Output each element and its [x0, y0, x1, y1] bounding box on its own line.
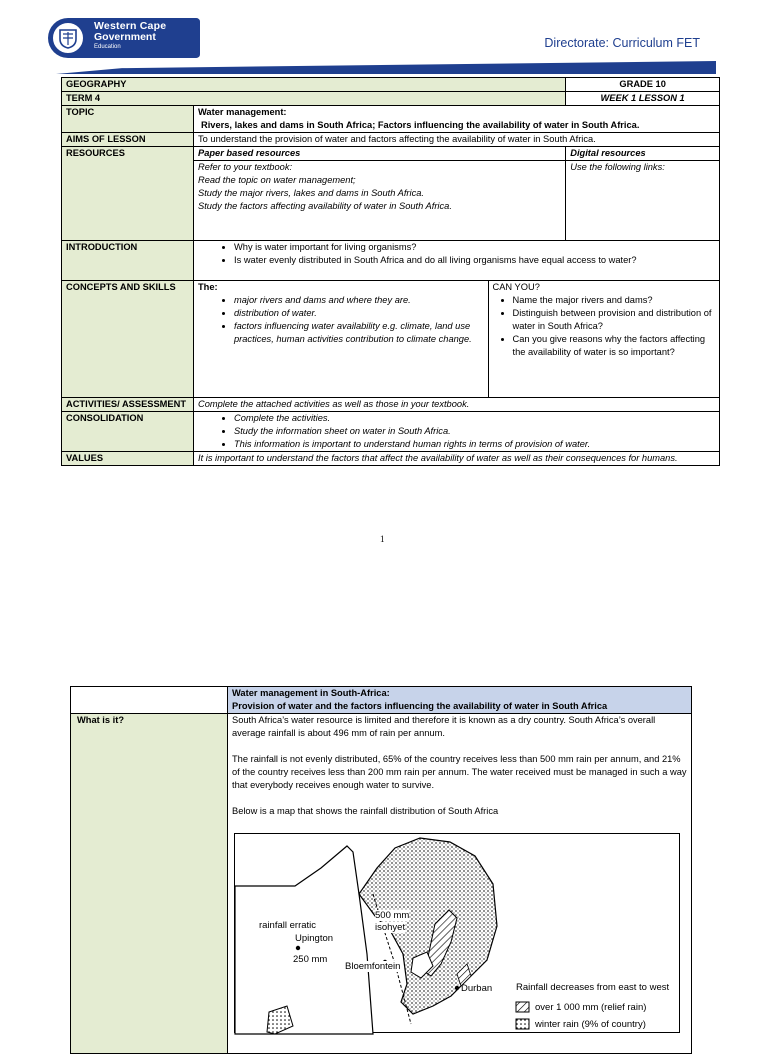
legend-relief-swatch — [516, 1002, 529, 1012]
subject-cell: GEOGRAPHY — [62, 78, 566, 92]
info-heading-1: Water management in South-Africa: — [232, 688, 390, 698]
legend-winter-swatch — [516, 1019, 529, 1029]
paper-resources-text: Refer to your textbook: Read the topic on water management; Study the major rivers, lakes and dams in South Africa. Study the factors affecting availability of water in South Africa. — [194, 161, 566, 241]
logo-line-1: Western Cape — [94, 20, 167, 32]
directorate-title: Directorate: Curriculum FET — [544, 36, 700, 50]
consolidation-label: CONSOLIDATION — [62, 412, 194, 452]
info-heading-cell — [228, 687, 692, 714]
map-label-rainfall-erratic: rainfall erratic — [259, 920, 317, 931]
aims-label: AIMS OF LESSON — [62, 133, 194, 147]
intro-item: • Is water evenly distributed in South Africa and do all living organisms have equal access to water? — [234, 254, 715, 267]
logo-line-3: Education — [94, 44, 121, 50]
concepts-cell — [194, 281, 720, 398]
resources-label: RESOURCES — [62, 147, 194, 241]
info-header-blank — [71, 687, 228, 714]
can-you-column — [488, 281, 719, 397]
week-cell: WEEK 1 LESSON 1 — [566, 92, 720, 106]
info-paragraph-1: South Africa’s water resource is limited and therefore it is known as a dry country. South Africa’s overall average rainfall is about 496 mm of rain per annum. — [232, 715, 656, 738]
header-accent-bar — [56, 61, 716, 74]
consolidation-item: • Study the information sheet on water in South Africa. — [234, 425, 715, 438]
topic-label: TOPIC — [62, 106, 194, 133]
logo-line-2: Government — [94, 31, 156, 43]
can-you-heading: CAN YOU? — [492, 282, 540, 292]
western-cape-government-logo — [48, 18, 200, 58]
map-label-upington: Upington — [295, 933, 334, 944]
map-label-250mm: 250 mm — [293, 954, 328, 965]
paper-resources-heading: Paper based resources — [194, 147, 566, 161]
digital-resources-heading: Digital resources — [566, 147, 720, 161]
activities-text: Complete the attached activities as well as those in your textbook. — [194, 398, 720, 412]
concept-item: • distribution of water. — [234, 307, 484, 320]
topic-cell — [194, 106, 720, 133]
info-paragraph-3: Below is a map that shows the rainfall distribution of South Africa — [232, 806, 499, 816]
map-label-isohyet: isohyet — [375, 922, 406, 933]
coat-of-arms-icon — [51, 21, 85, 55]
rainfall-map — [234, 833, 680, 1033]
digital-resources-text: Use the following links: — [566, 161, 720, 241]
what-is-it-label: What is it? — [71, 714, 228, 1054]
can-you-item: • Name the major rivers and dams? — [513, 294, 716, 307]
introduction-cell — [194, 241, 720, 281]
page-number: 1 — [380, 534, 385, 544]
topic-subtitle: Rivers, lakes and dams in South Africa; Factors influencing the availability of water in South Africa. — [201, 120, 640, 130]
concept-item: • factors influencing water availability e.g. climate, land use practices, human activities contribution to climate change. — [234, 320, 484, 346]
values-text: It is important to understand the factors that affect the availability of water as well as their consequences for humans. — [194, 452, 720, 466]
introduction-label: INTRODUCTION — [62, 241, 194, 281]
can-you-item: • Distinguish between provision and distribution of water in South Africa? — [513, 307, 716, 333]
lesson-plan-table — [61, 77, 720, 466]
concepts-heading: The: — [198, 282, 218, 292]
topic-title: Water management: — [198, 107, 287, 117]
durban-marker — [455, 986, 459, 990]
consolidation-item: • Complete the activities. — [234, 412, 715, 425]
intro-item: • Why is water important for living organisms? — [234, 241, 715, 254]
consolidation-item: • This information is important to understand human rights in terms of provision of water. — [234, 438, 715, 451]
values-label: VALUES — [62, 452, 194, 466]
concepts-left — [194, 281, 488, 397]
can-you-item: • Can you give reasons why the factors affecting the availability of water is so important? — [513, 333, 716, 359]
term-cell: TERM 4 — [62, 92, 566, 106]
map-legend-winter: winter rain (9% of country) — [535, 1019, 646, 1030]
concept-item: • major rivers and dams and where they are. — [234, 294, 484, 307]
map-legend-relief: over 1 000 mm (relief rain) — [535, 1002, 647, 1013]
map-label-durban: Durban — [461, 983, 493, 994]
aims-text: To understand the provision of water and factors affecting the availability of water in South Africa. — [194, 133, 720, 147]
grade-cell: GRADE 10 — [566, 78, 720, 92]
info-paragraph-2: The rainfall is not evenly distributed, 65% of the country receives less than 500 mm rain per annum, and 21% of the country receives less than 200 mm rain per annum. The water received must be managed in such a way that everybody receives enough water to survive. — [232, 754, 687, 790]
concepts-label: CONCEPTS AND SKILLS — [62, 281, 194, 398]
consolidation-cell — [194, 412, 720, 452]
upington-marker — [296, 946, 300, 950]
map-legend-title: Rainfall decreases from east to west — [516, 982, 670, 993]
page-header — [0, 0, 768, 80]
activities-label: ACTIVITIES/ ASSESSMENT — [62, 398, 194, 412]
info-heading-2: Provision of water and the factors influencing the availability of water in South Africa — [232, 701, 608, 711]
map-label-isohyet-mm: 500 mm — [375, 910, 410, 921]
map-label-bloemfontein: Bloemfontein — [345, 961, 401, 972]
